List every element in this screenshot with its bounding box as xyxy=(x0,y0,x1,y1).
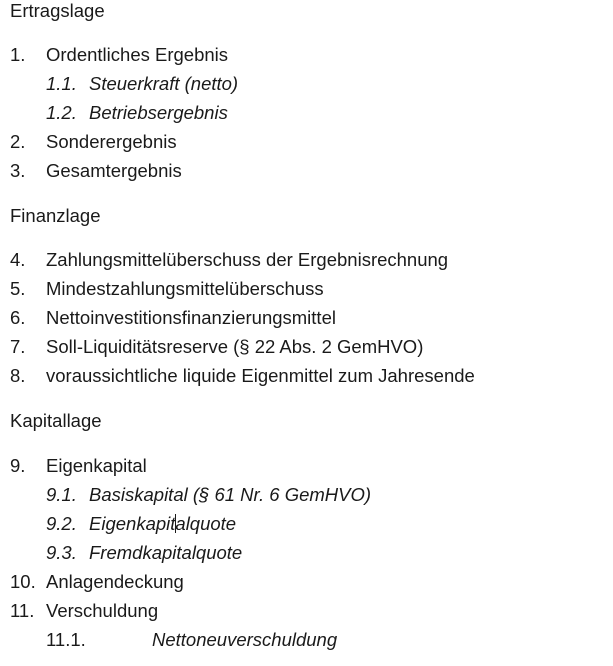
list-item-text: Anlagendeckung xyxy=(46,571,184,592)
section-heading-ertragslage: Ertragslage xyxy=(10,0,105,21)
list-item-text: Sonderergebnis xyxy=(46,131,177,152)
text-before-caret: Eigenkapit xyxy=(89,513,176,534)
list-item xyxy=(0,44,600,66)
list-item-number: 10. xyxy=(10,571,36,592)
list-item-number: 2. xyxy=(10,131,26,152)
list-item-number: 5. xyxy=(10,278,26,299)
list-item-text[interactable] xyxy=(89,513,236,535)
list-item-text: Nettoneuverschuldung xyxy=(152,629,338,650)
list-item xyxy=(0,365,600,387)
list-item-number: 3. xyxy=(10,160,26,181)
list-item-number: 9.2. xyxy=(46,513,77,534)
list-item xyxy=(0,160,600,182)
list-subitem xyxy=(0,629,600,651)
list-item-text: Verschuldung xyxy=(46,600,159,621)
list-item-number: 9.3. xyxy=(46,542,77,563)
list-item xyxy=(0,571,600,593)
list-item-number: 7. xyxy=(10,336,26,357)
list-item-number: 8. xyxy=(10,365,26,386)
list-item-text: voraussichtliche liquide Eigenmittel zum Jahresende xyxy=(46,365,475,386)
list-item-number: 9. xyxy=(10,455,26,476)
list-item-number: 11. xyxy=(10,600,35,621)
list-item-number: 1.1. xyxy=(46,73,77,94)
list-subitem xyxy=(0,102,600,124)
text-after-caret: alquote xyxy=(175,513,237,534)
list-item-text: Eigenkapital xyxy=(46,455,147,476)
list-item-number: 1.2. xyxy=(46,102,77,123)
list-item-number: 9.1. xyxy=(46,484,77,505)
list-item xyxy=(0,131,600,153)
list-item xyxy=(0,307,600,329)
list-item-text: Gesamtergebnis xyxy=(46,160,182,181)
list-subitem xyxy=(0,73,600,95)
section-heading-kapitallage: Kapitallage xyxy=(10,410,102,431)
list-subitem xyxy=(0,484,600,506)
list-item-text: Steuerkraft (netto) xyxy=(89,73,239,94)
section-heading-finanzlage: Finanzlage xyxy=(10,205,101,226)
list-item-text: Betriebsergebnis xyxy=(89,102,228,123)
list-subitem xyxy=(0,513,600,535)
list-item-number: 1. xyxy=(10,44,26,65)
list-item xyxy=(0,249,600,271)
list-item-text: Zahlungsmittelüberschuss der Ergebnisrechnung xyxy=(46,249,449,270)
list-item-text: Ordentliches Ergebnis xyxy=(46,44,229,65)
list-subitem xyxy=(0,542,600,564)
list-item-text: Fremdkapitalquote xyxy=(89,542,243,563)
list-item-number: 6. xyxy=(10,307,26,328)
list-item-number: 11.1. xyxy=(46,629,86,650)
list-item-number: 4. xyxy=(10,249,26,270)
list-item-text: Basiskapital (§ 61 Nr. 6 GemHVO) xyxy=(89,484,372,505)
list-item-text: Mindestzahlungsmittelüberschuss xyxy=(46,278,324,299)
list-item xyxy=(0,278,600,300)
list-item-text: Nettoinvestitionsfinanzierungsmittel xyxy=(46,307,336,328)
list-item xyxy=(0,455,600,477)
list-item-text: Soll-Liquiditätsreserve (§ 22 Abs. 2 GemHVO) xyxy=(46,336,424,357)
list-item xyxy=(0,336,600,358)
list-item xyxy=(0,600,600,622)
